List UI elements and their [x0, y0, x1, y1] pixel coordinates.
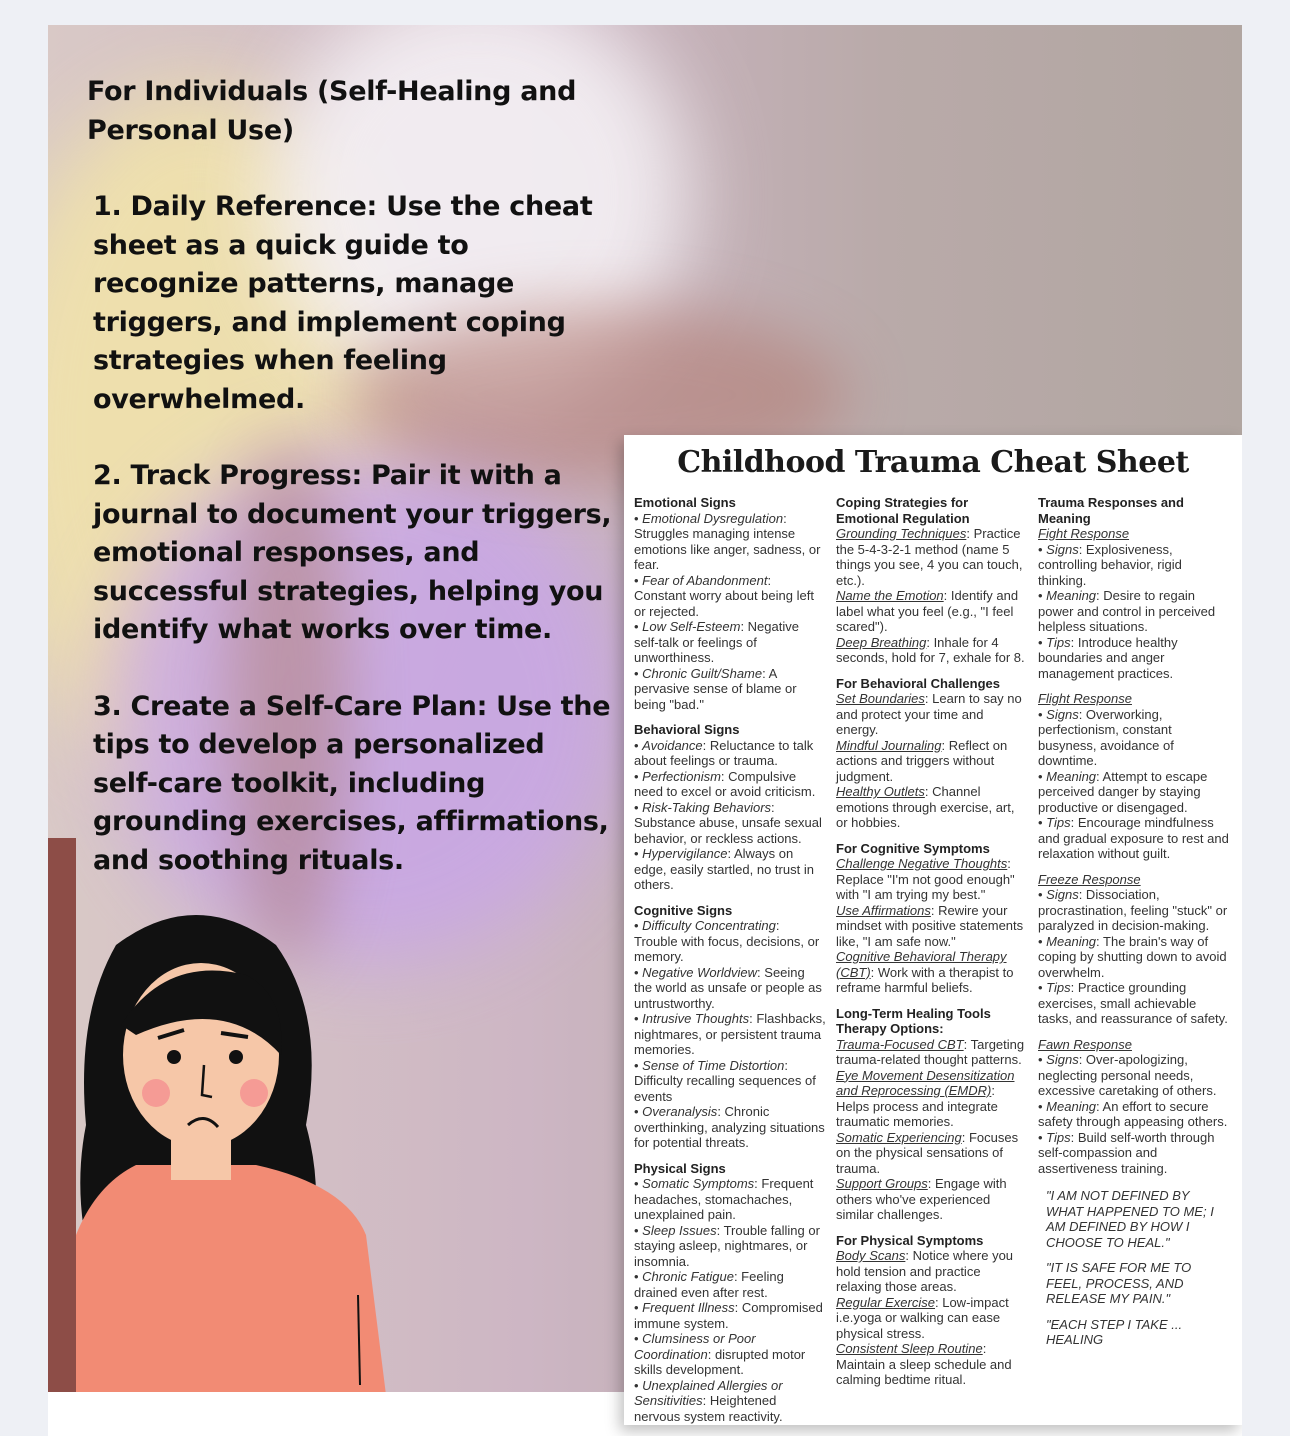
sheet-item-term: Freeze Response	[1038, 871, 1141, 887]
sheet-item-text: : Constant worry about being left or rejected.	[634, 572, 814, 619]
sheet-item-text: : Over-apologizing, neglecting personal needs, excessive caretaking of others.	[1038, 1052, 1217, 1098]
sheet-item-text: : Difficulty recalling sequences of events	[634, 1057, 816, 1104]
sheet-section-heading: For Behavioral Challenges	[836, 675, 1000, 691]
affirmation-quote: "IT IS SAFE FOR ME TO FEEL, PROCESS, AND RELEASE MY PAIN."	[1046, 1260, 1192, 1306]
sheet-item-term: Signs	[1046, 541, 1079, 557]
sheet-item-text: : Dissociation, procrastination, feeling "stuck" or paralyzed in decision-making.	[1038, 887, 1228, 933]
sheet-item	[836, 784, 1028, 831]
sheet-item: • Somatic Symptoms: Frequent headaches, stomachaches, unexplained pain.	[634, 1176, 814, 1222]
sheet-item: • Tips: Build self-worth through self-compassion and assertiveness training.	[1038, 1129, 1215, 1176]
sheet-item-text: : The brain's way of coping by shutting down to avoid overwhelm.	[1038, 933, 1227, 980]
sheet-item-term: Difficulty Concentrating	[642, 918, 776, 933]
sheet-item	[836, 903, 1028, 950]
sheet-item-text: : Learn to say no and protect your time and energy.	[836, 691, 1022, 737]
sheet-item: • Intrusive Thoughts: Flashbacks, nightmares, or persistent trauma memories.	[634, 1011, 826, 1057]
sheet-item-term: Use Affirmations	[836, 902, 931, 918]
sheet-item-text: : Encourage mindfulness and gradual exposure to rest and relaxation without guilt.	[1038, 815, 1229, 861]
sheet-item-term: Avoidance	[642, 737, 703, 753]
sheet-section-heading: Physical Signs	[634, 1160, 726, 1176]
sheet-section-heading: Coping Strategies for Emotional Regulation	[836, 495, 970, 526]
sheet-item-term: Fight Response	[1038, 526, 1130, 541]
sheet-item-text: : Focuses on the physical sensations of trauma.	[836, 1129, 1019, 1176]
sheet-section	[634, 722, 826, 893]
sheet-section	[836, 1006, 1028, 1223]
sheet-item-text: : Trouble with focus, decisions, or memory.	[634, 918, 820, 964]
sheet-item-term: Trauma-Focused CBT	[836, 1036, 964, 1052]
sheet-item	[836, 526, 1028, 588]
sheet-item-text: : Introduce healthy boundaries and anger management practices.	[1038, 634, 1178, 681]
sheet-item-text: : Practice grounding exercises, small achievable tasks, and reassurance of safety.	[1038, 980, 1228, 1026]
sheet-item-term: Body Scans	[836, 1248, 906, 1263]
sheet-section	[1038, 691, 1230, 862]
sheet-item-term: Sense of Time Distortion	[642, 1057, 785, 1073]
sheet-item-term: Somatic Symptoms	[642, 1176, 755, 1191]
sheet-column-responses	[1038, 495, 1230, 1358]
sheet-item: • Meaning: The brain's way of coping by shutting down to avoid overwhelm.	[1038, 933, 1227, 980]
sheet-item-text: : Engage with others who've experienced similar challenges.	[836, 1176, 1007, 1222]
sheet-item-term: Tips	[1046, 815, 1071, 830]
product-image-frame	[48, 25, 1242, 1436]
sheet-item-text: : Maintain a sleep schedule and calming bedtime ritual.	[836, 1341, 1012, 1387]
sheet-item	[836, 949, 1028, 996]
sheet-item-text: : Compulsive need to excel or avoid criticism.	[634, 768, 816, 799]
sheet-item-term: Consistent Sleep Routine	[836, 1341, 983, 1356]
sheet-item: • Meaning: Desire to regain power and control in perceived helpless situations.	[1038, 588, 1216, 634]
sheet-item-term: Support Groups	[836, 1176, 928, 1191]
sheet-item: • Meaning: An effort to secure safety through appeasing others.	[1038, 1098, 1228, 1129]
sheet-section	[634, 903, 826, 1151]
sheet-item-text: : Replace "I'm not good enough" with "I am trying my best."	[836, 856, 1015, 902]
sheet-item: • Signs: Dissociation, procrastination, feeling "stuck" or paralyzed in decision-making.	[1038, 887, 1228, 933]
sheet-item: • Fear of Abandonment: Constant worry about being left or rejected.	[634, 572, 814, 619]
sheet-item-text: : disrupted motor skills development.	[634, 1346, 806, 1377]
sheet-item-term: Low Self-Esteem	[642, 619, 741, 634]
sheet-item-term: Set Boundaries	[836, 691, 925, 706]
sheet-column-coping	[836, 495, 1028, 1398]
sheet-item-text: : Chronic overthinking, analyzing situations for potential threats.	[634, 1104, 825, 1150]
sheet-item-text: : Helps process and integrate traumatic memories.	[836, 1083, 998, 1129]
sheet-item-text: : Notice where you hold tension and practice relaxing those areas.	[836, 1248, 1014, 1294]
sheet-item-text: : Overworking, perfectionism, constant busyness, avoidance of downtime.	[1038, 706, 1174, 768]
sheet-item-term: Risk-Taking Behaviors	[642, 799, 772, 815]
intro-point: 3. Create a Self-Care Plan: Use the tips to develop a personalized self-care toolkit, including grounding exercises, affirmations, and soothing rituals.	[93, 690, 611, 876]
sheet-item	[836, 1176, 1028, 1223]
sheet-item	[836, 635, 1028, 666]
sheet-item	[836, 691, 1028, 738]
affirmation-quotes	[1038, 1188, 1230, 1348]
sad-woman-illustration	[76, 905, 416, 1392]
sheet-item-term: Fawn Response	[1038, 1036, 1132, 1052]
sheet-item: • Difficulty Concentrating: Trouble with focus, decisions, or memory.	[634, 918, 820, 964]
sheet-section-heading: For Physical Symptoms	[836, 1232, 984, 1248]
sheet-item-text: : Attempt to escape perceived danger by staying productive or disengaged.	[1038, 768, 1208, 815]
sheet-item-term: Healthy Outlets	[836, 784, 925, 799]
sheet-item: • Negative Worldview: Seeing the world as unsafe or people as untrustworthy.	[634, 964, 822, 1011]
sheet-item-term: Mindful Journaling	[836, 737, 942, 753]
sheet-item	[836, 856, 1028, 903]
sheet-item-term: Unexplained Allergies or Sensitivities	[634, 1377, 783, 1408]
sheet-item: • Tips: Practice grounding exercises, small achievable tasks, and reassurance of safety.	[1038, 980, 1228, 1026]
sheet-item-text: : Seeing the world as unsafe or people as untrustworthy.	[634, 964, 822, 1011]
sheet-item-term: Perfectionism	[642, 768, 721, 784]
sheet-item-text: : Low-impact i.e.yoga or walking can ease physical stress.	[836, 1294, 1009, 1341]
sheet-item-text: : An effort to secure safety through appeasing others.	[1038, 1098, 1228, 1129]
sheet-item-text: : Reluctance to talk about feelings or trauma.	[634, 737, 814, 768]
sheet-item-term: Cognitive Behavioral Therapy (CBT)	[836, 949, 1007, 980]
cheat-sheet-page	[624, 435, 1242, 1425]
sheet-item	[836, 588, 1028, 635]
sheet-item-term: Signs	[1046, 887, 1079, 902]
sheet-item: • Overanalysis: Chronic overthinking, analyzing situations for potential threats.	[634, 1104, 825, 1150]
sheet-item: • Signs: Overworking, perfectionism, constant busyness, avoidance of downtime.	[1038, 706, 1174, 768]
cheat-sheet-title: Childhood Trauma Cheat Sheet	[677, 445, 1189, 480]
sheet-item-term: Deep Breathing	[836, 634, 927, 650]
intro-text	[87, 73, 615, 918]
sheet-item-term: Meaning	[1046, 768, 1097, 784]
sheet-section	[634, 495, 826, 712]
sheet-column-signs	[634, 495, 826, 1434]
sheet-item	[836, 1068, 1028, 1130]
sheet-item: • Risk-Taking Behaviors: Substance abuse, unsafe sexual behavior, or reckless actions.	[634, 799, 822, 846]
sheet-section	[1038, 872, 1230, 1027]
sheet-item-text: : Channel emotions through exercise, art, or hobbies.	[836, 784, 1015, 830]
sheet-item: • Emotional Dysregulation: Struggles managing intense emotions like anger, sadness, or fear.	[634, 510, 821, 572]
sheet-item: • Tips: Introduce healthy boundaries and anger management practices.	[1038, 634, 1178, 681]
sheet-section	[634, 1161, 826, 1425]
sheet-item-text: : Identify and label what you feel (e.g., "I feel scared").	[836, 588, 1019, 634]
sheet-item: • Chronic Fatigue: Feeling drained even after rest.	[634, 1269, 784, 1300]
sheet-item	[836, 1037, 1028, 1068]
sheet-item-text: : Trouble falling or staying asleep, nightmares, or insomnia.	[634, 1222, 820, 1269]
sheet-item-text: : Inhale for 4 seconds, hold for 7, exhale for 8.	[836, 634, 1025, 665]
sheet-item-term: Chronic Fatigue	[642, 1269, 734, 1284]
affirmation-quote: "EACH STEP I TAKE ... HEALING	[1046, 1316, 1183, 1347]
sheet-item: • Signs: Explosiveness, controlling behavior, rigid thinking.	[1038, 541, 1182, 588]
sheet-item-term: Overanalysis	[642, 1104, 718, 1119]
sheet-item-term: Negative Worldview	[642, 964, 758, 980]
sheet-item: • Avoidance: Reluctance to talk about feelings or trauma.	[634, 737, 814, 768]
sheet-item: • Perfectionism: Compulsive need to excel or avoid criticism.	[634, 768, 816, 799]
sheet-section-heading: For Cognitive Symptoms	[836, 840, 990, 856]
sheet-section-heading: Long-Term Healing Tools Therapy Options:	[836, 1005, 991, 1036]
sheet-item-term: Meaning	[1046, 933, 1097, 949]
sheet-section	[836, 841, 1028, 996]
intro-point: 1. Daily Reference: Use the cheat sheet as a quick guide to recognize patterns, manage triggers, and implement coping strategies when feeling overwhelmed.	[93, 191, 593, 415]
sheet-item-text: : Explosiveness, controlling behavior, rigid thinking.	[1038, 541, 1182, 588]
sheet-item-term: Emotional Dysregulation	[642, 510, 784, 526]
sheet-section	[836, 495, 1028, 666]
sheet-item-term: Challenge Negative Thoughts	[836, 856, 1008, 871]
sheet-item: • Sleep Issues: Trouble falling or staying asleep, nightmares, or insomnia.	[634, 1222, 820, 1269]
sheet-item-text: : A pervasive sense of blame or being "bad."	[634, 665, 797, 712]
sheet-item	[836, 738, 1028, 785]
sheet-item: • Unexplained Allergies or Sensitivities: Heightened nervous system reactivity.	[634, 1377, 783, 1424]
sheet-item	[1038, 872, 1230, 888]
sheet-item-text: : Build self-worth through self-compassion and assertiveness training.	[1038, 1129, 1215, 1176]
sheet-section-heading: Behavioral Signs	[634, 722, 740, 737]
sheet-section	[836, 1233, 1028, 1388]
sheet-item-term: Fear of Abandonment	[642, 572, 768, 588]
sheet-item	[836, 1130, 1028, 1177]
intro-point: 2. Track Progress: Pair it with a journal to document your triggers, emotional responses, and successful strategies, helping you identify what works over time.	[93, 460, 612, 645]
sheet-section	[1038, 495, 1230, 681]
sheet-item-text: : Reflect on actions and triggers without judgment.	[836, 737, 1008, 784]
sheet-item-text: : Rewire your mindset with positive statements like, "I am safe now."	[836, 902, 1024, 949]
sheet-item-term: Sleep Issues	[642, 1222, 717, 1238]
sheet-item: • Frequent Illness: Compromised immune system.	[634, 1300, 823, 1331]
sheet-item	[1038, 526, 1230, 542]
sheet-item: • Signs: Over-apologizing, neglecting personal needs, excessive caretaking of others.	[1038, 1052, 1217, 1098]
sheet-item: • Clumsiness or Poor Coordination: disrupted motor skills development.	[634, 1331, 806, 1377]
sheet-item	[1038, 691, 1230, 707]
sheet-section	[1038, 1037, 1230, 1177]
intro-heading: For Individuals (Self-Healing and Personal Use)	[87, 76, 577, 146]
sheet-item	[1038, 1037, 1230, 1053]
sheet-item-text: : Negative self-talk or feelings of unworthiness.	[634, 619, 799, 665]
sheet-item-term: Meaning	[1046, 1098, 1097, 1114]
sheet-item: • Low Self-Esteem: Negative self-talk or feelings of unworthiness.	[634, 619, 799, 665]
sheet-item-term: Flight Response	[1038, 691, 1132, 706]
sheet-item-text: : Compromised immune system.	[634, 1300, 823, 1331]
sheet-item-term: Signs	[1046, 706, 1079, 722]
sheet-item-term: Chronic Guilt/Shame	[642, 665, 763, 681]
sheet-item	[836, 1295, 1028, 1342]
sheet-item-term: Grounding Techniques	[836, 526, 967, 541]
sheet-item-term: Frequent Illness	[642, 1300, 735, 1315]
sheet-item-term: Tips	[1046, 634, 1071, 650]
sheet-item-text: : Flashbacks, nightmares, or persistent trauma memories.	[634, 1011, 826, 1057]
sheet-item-text: : Desire to regain power and control in perceived helpless situations.	[1038, 588, 1216, 634]
sheet-item-term: Tips	[1046, 1129, 1071, 1145]
sheet-item: • Sense of Time Distortion: Difficulty recalling sequences of events	[634, 1057, 816, 1104]
sheet-section-heading: Emotional Signs	[634, 495, 736, 510]
sheet-item-term: Somatic Experiencing	[836, 1129, 962, 1145]
sheet-item-text: : Substance abuse, unsafe sexual behavior, or reckless actions.	[634, 799, 822, 846]
sheet-item: • Tips: Encourage mindfulness and gradual exposure to rest and relaxation without guilt.	[1038, 815, 1229, 861]
affirmation-quote: "I AM NOT DEFINED BY WHAT HAPPENED TO ME; I AM DEFINED BY HOW I CHOOSE TO HEAL."	[1046, 1188, 1214, 1250]
sheet-item-text: : Frequent headaches, stomachaches, unexplained pain.	[634, 1176, 814, 1222]
sheet-item-term: Clumsiness or Poor Coordination	[634, 1331, 756, 1362]
decorative-bar	[48, 838, 76, 1392]
sheet-item: • Chronic Guilt/Shame: A pervasive sense of blame or being "bad."	[634, 665, 797, 712]
sheet-section-heading: Trauma Responses and Meaning	[1038, 495, 1184, 526]
sheet-item-term: Signs	[1046, 1052, 1079, 1067]
sheet-item-text: : Targeting trauma-related thought patterns.	[836, 1036, 1025, 1067]
sheet-item: • Meaning: Attempt to escape perceived danger by staying productive or disengaged.	[1038, 768, 1208, 815]
sheet-item: • Hypervigilance: Always on edge, easily startled, no trust in others.	[634, 846, 814, 892]
sheet-item-text: : Practice the 5-4-3-2-1 method (name 5 things you see, 4 you can touch, etc.).	[836, 526, 1023, 588]
sheet-item	[836, 1248, 1028, 1295]
sheet-item-text: : Struggles managing intense emotions like anger, sadness, or fear.	[634, 510, 821, 572]
sheet-item	[836, 1341, 1028, 1388]
sheet-item-text: : Feeling drained even after rest.	[634, 1269, 784, 1300]
sheet-section	[836, 676, 1028, 831]
sheet-item-term: Hypervigilance	[642, 846, 728, 861]
sheet-section-heading: Cognitive Signs	[634, 902, 733, 918]
sheet-item-text: : Always on edge, easily startled, no trust in others.	[634, 846, 814, 892]
sheet-item-term: Meaning	[1046, 588, 1097, 603]
sheet-item-term: Tips	[1046, 980, 1071, 995]
sheet-item-term: Regular Exercise	[836, 1294, 935, 1310]
sheet-item-term: Intrusive Thoughts	[642, 1011, 750, 1026]
sheet-item-text: : Heightened nervous system reactivity.	[634, 1393, 783, 1424]
sheet-item-term: Eye Movement Desensitization and Reprocessing (EMDR)	[836, 1067, 1015, 1098]
sheet-item-text: : Work with a therapist to reframe harmful beliefs.	[836, 964, 1014, 995]
sheet-item-term: Name the Emotion	[836, 588, 944, 603]
